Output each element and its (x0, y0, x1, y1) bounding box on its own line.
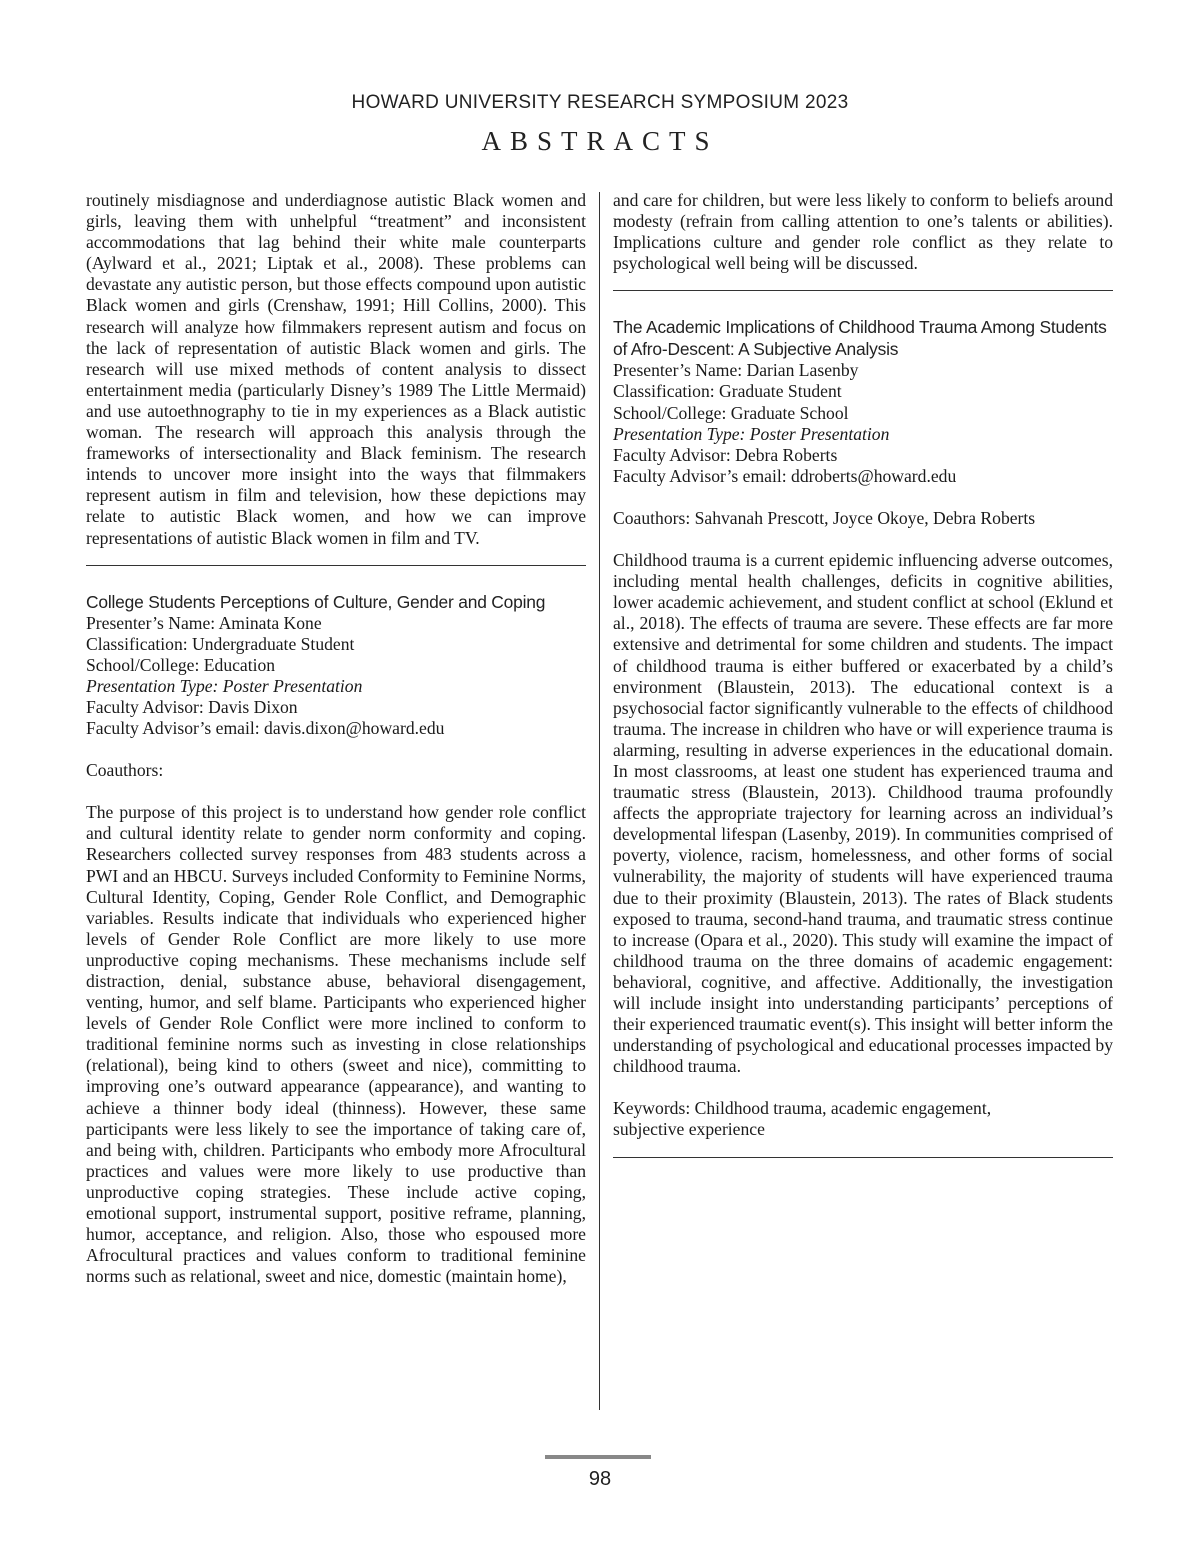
section-divider (613, 1157, 1113, 1158)
coauthors: Coauthors: (86, 760, 164, 781)
classification: Classification: Undergraduate Student (86, 633, 355, 654)
footer-bar (545, 1455, 651, 1459)
faculty-advisor: Faculty Advisor: Davis Dixon (86, 696, 298, 717)
column-divider (599, 192, 600, 1410)
school-college: School/College: Education (86, 654, 276, 675)
continued-abstract-text: and care for children, but were less likely to conform to beliefs around modesty (refrain from calling attention to one’s talents or abilities). Implications culture and gender role conflict as they relate to psychological well being will be discussed. (613, 190, 1113, 274)
school-college: School/College: Graduate School (613, 402, 849, 423)
page-header-title: HOWARD UNIVERSITY RESEARCH SYMPOSIUM 2023 (351, 92, 849, 113)
classification: Classification: Graduate Student (613, 381, 842, 402)
coauthors: Coauthors: Sahvanah Prescott, Joyce Okoye, Debra Roberts (613, 507, 1036, 528)
abstract-body: Childhood trauma is a current epidemic influencing adverse outcomes, including mental health challenges, deficits in cognitive abilities, lower academic achievement, and student conflict at school (Eklund et al., 2018). The effects of trauma are severe. These effects are far more extensive and detrimental for some children and students. The impact of childhood trauma is either buffered or exacerbated by a child’s environment (Blaustein, 2013). The educational context is a psychosocial factor significantly vulnerable to the effects of childhood trauma. The increase in children who have or will experience trauma is alarming, resulting in adverse experiences in the educational domain. In most classrooms, at least one student has experienced trauma and traumatic stress (Blaustein, 2013). Childhood trauma profoundly affects the appropriate trajectory for learning across an individual’s developmental lifespan (Lasenby, 2019). In communities comprised of poverty, violence, racism, homelessness, and other forms of social vulnerability, the majority of students will have experienced trauma due to their proximity (Blaustein, 2013). The rates of Black students exposed to trauma, second-hand trauma, and traumatic stress continue to increase (Opara et al., 2020). This study will examine the impact of childhood trauma on the three domains of academic engagement: behavioral, cognitive, and affective. Additionally, the investigation will include insight into understanding participants’ perceptions of their experienced traumatic event(s). This insight will better inform the understanding of psychological and educational processes impacted by childhood trauma. (613, 550, 1113, 1077)
abstract-title: The Academic Implications of Childhood Trauma Among Students of Afro-Descent: A Subjective Analysis (613, 317, 1107, 360)
abstract-body: The purpose of this project is to understand how gender role conflict and cultural identity relate to gender norm conformity and coping. Researchers collected survey responses from 483 students across a PWI and an HBCU. Surveys included Conformity to Feminine Norms, Cultural Identity, Coping, Gender Role Conflict, and Demographic variables. Results indicate that individuals who experienced higher levels of Gender Role Conflict are more likely to use more unproductive coping mechanisms. These mechanisms include self distraction, denial, substance abuse, behavioral disengagement, venting, humor, and self blame. Participants who experienced higher levels of Gender Role Conflict were more inclined to conform to traditional feminine norms such as investing in close relationships (relational), being kind to others (sweet and nice), committing to improving one’s outward appearance (appearance), and wanting to achieve a thinner body ideal (thinness). However, these same participants were less likely to see the importance of taking care of, and being with, children. Participants who embody more Afrocultural practices and values were more likely to use productive than unproductive coping strategies. These include active coping, emotional support, instrumental support, positive reframe, planning, humor, acceptance, and religion. Also, those who espoused more Afrocultural practices and values conform to traditional feminine norms such as relational, sweet and nice, domestic (maintain home), (86, 802, 586, 1287)
keywords: Keywords: Childhood trauma, academic engagement, subjective experience (613, 1098, 992, 1140)
abstract-meta (613, 360, 1113, 487)
faculty-advisor-email: Faculty Advisor’s email: ddroberts@howard.edu (613, 465, 957, 486)
page-number: 98 (588, 1468, 612, 1490)
page-header-subtitle: ABSTRACTS (481, 126, 719, 156)
abstract-title: College Students Perceptions of Culture, Gender and Coping (86, 591, 546, 612)
presenter-name: Presenter’s Name: Darian Lasenby (613, 360, 859, 381)
left-column (86, 190, 586, 1287)
right-column (613, 190, 1113, 1158)
continued-abstract-text: routinely misdiagnose and underdiagnose autistic Black women and girls, leaving them with unhelpful “treatment” and inconsistent accommodations that lag behind their white male counterparts (Aylward et al., 2021; Liptak et al., 2008). These problems can devastate any autistic person, but those effects compound upon autistic Black women and girls (Crenshaw, 1991; Hill Collins, 2000). This research will analyze how filmmakers represent autism and focus on the lack of representation of autistic Black women and girls. The research will use mixed methods of content analysis to dissect entertainment media (particularly Disney’s 1989 The Little Mermaid) and use autoethnography to tie in my experiences as a Black autistic woman. The research will approach this analysis through the frameworks of intersectionality and Black feminism. The research intends to uncover more insight into the ways that filmmakers represent autism in film and television, how these depictions may relate to autistic Black women, and how we can improve representations of autistic Black women in film and TV. (86, 190, 586, 548)
faculty-advisor-email: Faculty Advisor’s email: davis.dixon@howard.edu (86, 718, 445, 739)
presentation-type: Presentation Type: Poster Presentation (86, 675, 363, 696)
faculty-advisor: Faculty Advisor: Debra Roberts (613, 444, 838, 465)
presenter-name: Presenter’s Name: Aminata Kone (86, 612, 322, 633)
presentation-type: Presentation Type: Poster Presentation (613, 423, 890, 444)
abstract-meta (86, 613, 586, 740)
